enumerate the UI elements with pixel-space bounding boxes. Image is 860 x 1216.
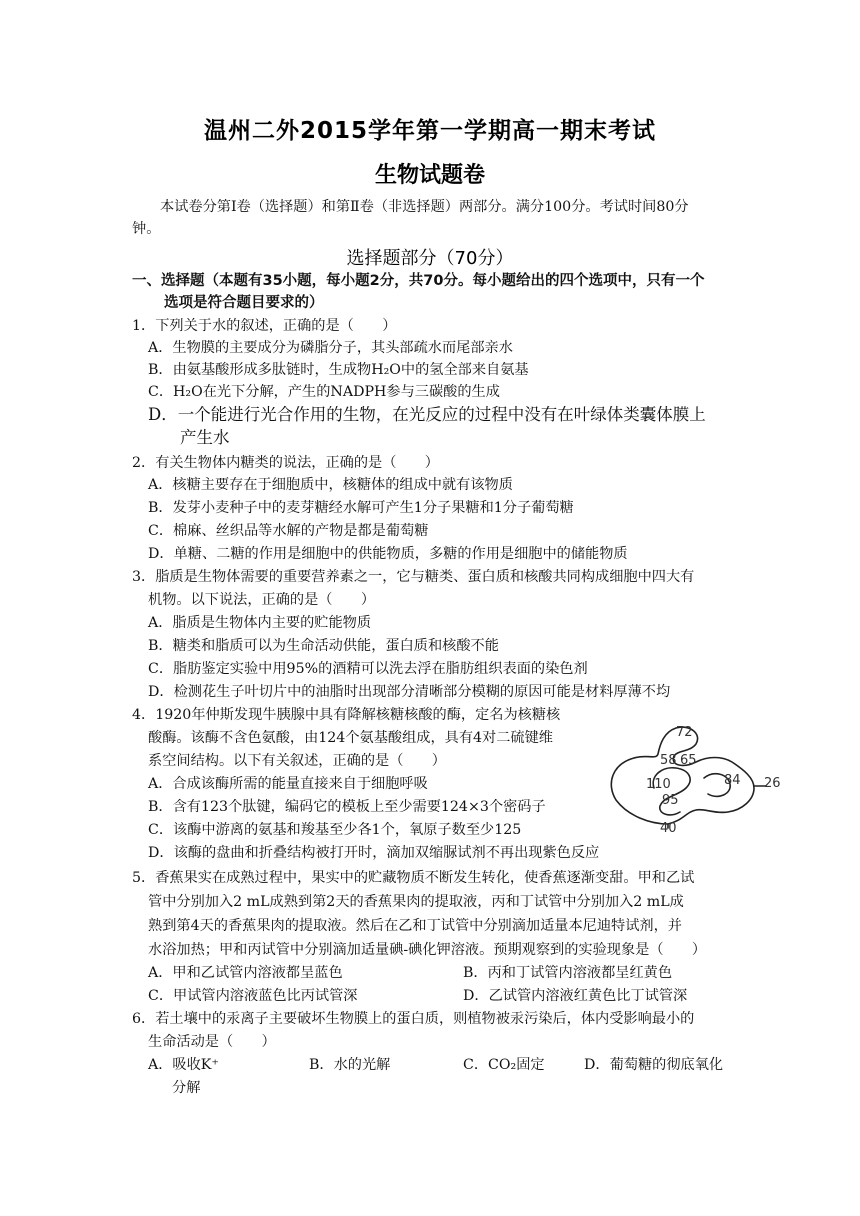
q5-option-b: B．丙和丁试管内溶液都呈红黄色	[463, 965, 673, 981]
q4-stem-cont: 酸酶。该酶不含色氨酸，由124个氨基酸组成，具有4对二硫键维	[148, 730, 553, 746]
q4-option-d: D．该酶的盘曲和折叠结构被打开时，滴加双缩脲试剂不再出现紫色反应	[148, 845, 600, 861]
q6-option-d-cont: 分解	[172, 1080, 201, 1096]
q1-option-d: D．一个能进行光合作用的生物，在光反应的过程中没有在叶绿体类囊体膜上	[148, 405, 706, 424]
q2-option-d: D．单糖、二糖的作用是细胞中的供能物质，多糖的作用是细胞中的储能物质	[148, 546, 628, 562]
q4-option-a: A．合成该酶所需的能量直接来自于细胞呼吸	[148, 776, 428, 792]
q5-option-d: D．乙试管内溶液红黄色比丁试管深	[463, 988, 688, 1004]
intro-text-cont: 钟。	[132, 221, 161, 237]
q5-option-c: C．甲试管内溶液蓝色比丙试管深	[148, 988, 358, 1004]
diagram-label-58: 58	[660, 753, 677, 768]
q6-option-c: C．CO₂固定	[463, 1057, 545, 1073]
q4-option-b: B．含有123个肽键，编码它的模板上至少需要124×3个密码子	[148, 799, 546, 815]
diagram-label-72: 72	[676, 725, 693, 740]
q5-stem-cont: 管中分别加入2 mL成熟到第2天的香蕉果肉的提取液，丙和丁试管中分别加入2 mL成	[148, 894, 684, 910]
diagram-label-110: 110	[646, 777, 671, 792]
q5-stem-cont2: 熟到第4天的香蕉果肉的提取液。然后在乙和丁试管中分别滴加适量本尼迪特试剂，并	[148, 918, 682, 934]
q3-option-d: D．检测花生子叶切片中的油脂时出现部分清晰部分模糊的原因可能是材料厚薄不均	[148, 684, 671, 700]
q1-stem: 1．下列关于水的叙述，正确的是（ ）	[132, 318, 397, 334]
q2-stem: 2．有关生物体内糖类的说法，正确的是（ ）	[132, 455, 439, 471]
section-heading: 一、选择题（本题有35小题，每小题2分，共70分。每小题给出的四个选项中，只有一个	[132, 273, 705, 289]
q3-stem-cont: 机物。以下说法，正确的是（ ）	[148, 592, 376, 608]
ribonuclease-structure-diagram	[604, 716, 784, 836]
diagram-label-40: 40	[660, 821, 677, 836]
part-title: 选择题部分（70分）	[346, 248, 514, 269]
q6-stem-cont: 生命活动是（ ）	[148, 1034, 276, 1050]
q3-option-c: C．脂肪鉴定实验中用95%的酒精可以洗去浮在脂肪组织表面的染色剂	[148, 661, 588, 677]
q4-stem-cont2: 系空间结构。以下有关叙述，正确的是（ ）	[148, 753, 446, 769]
q5-stem-cont3: 水浴加热；甲和丙试管中分别滴加适量碘-碘化钾溶液。预期观察到的实验现象是（ ）	[148, 942, 707, 958]
q4-stem: 4．1920年仲斯发现牛胰腺中具有降解核糖核酸的酶，定名为核糖核	[132, 707, 561, 723]
peptide-chain	[611, 727, 766, 828]
exam-title: 温州二外2015学年第一学期高一期末考试	[203, 118, 656, 144]
diagram-label-65: 65	[680, 753, 697, 768]
q3-option-a: A．脂质是生物体内主要的贮能物质	[148, 615, 372, 631]
exam-subtitle: 生物试题卷	[374, 163, 485, 188]
q6-stem: 6．若土壤中的汞离子主要破坏生物膜上的蛋白质，则植物被汞污染后，体内受影响最小的	[132, 1011, 695, 1027]
q1-option-a: A．生物膜的主要成分为磷脂分子，其头部疏水而尾部亲水	[148, 340, 513, 356]
q6-option-d: D．葡萄糖的彻底氧化	[584, 1057, 724, 1073]
q5-option-a: A．甲和乙试管内溶液都呈蓝色	[148, 965, 343, 981]
q3-stem: 3．脂质是生物体需要的重要营养素之一，它与糖类、蛋白质和核酸共同构成细胞中四大有	[132, 569, 695, 585]
section-heading-cont: 选项是符合题目要求的）	[164, 295, 324, 311]
q6-option-a: A．吸收K⁺	[148, 1057, 219, 1073]
q2-option-b: B．发芽小麦种子中的麦芽糖经水解可产生1分子果糖和1分子葡萄糖	[148, 500, 574, 516]
q1-option-b: B．由氨基酸形成多肽链时，生成物H₂O中的氢全部来自氨基	[148, 362, 529, 378]
q1-option-d-cont: 产生水	[180, 428, 230, 447]
q1-option-c: C．H₂O在光下分解，产生的NADPH参与三碳酸的生成	[148, 384, 500, 400]
q4-option-c: C．该酶中游离的氨基和羧基至少各1个，氧原子数至少125	[148, 822, 522, 838]
q3-option-b: B．糖类和脂质可以为生命活动供能，蛋白质和核酸不能	[148, 638, 499, 654]
diagram-label-26: 26	[764, 776, 781, 791]
q5-stem: 5．香蕉果实在成熟过程中，果实中的贮藏物质不断发生转化，使香蕉逐渐变甜。甲和乙试	[132, 870, 695, 886]
intro-text: 本试卷分第Ⅰ卷（选择题）和第Ⅱ卷（非选择题）两部分。满分100分。考试时间80分	[160, 199, 689, 215]
q2-option-c: C．棉麻、丝织品等水解的产物是都是葡萄糖	[148, 523, 429, 539]
q2-option-a: A．核糖主要存在于细胞质中，核糖体的组成中就有该物质	[148, 477, 513, 493]
diagram-label-95: 95	[662, 793, 679, 808]
q6-option-b: B．水的光解	[309, 1057, 391, 1073]
diagram-label-84: 84	[724, 773, 741, 788]
